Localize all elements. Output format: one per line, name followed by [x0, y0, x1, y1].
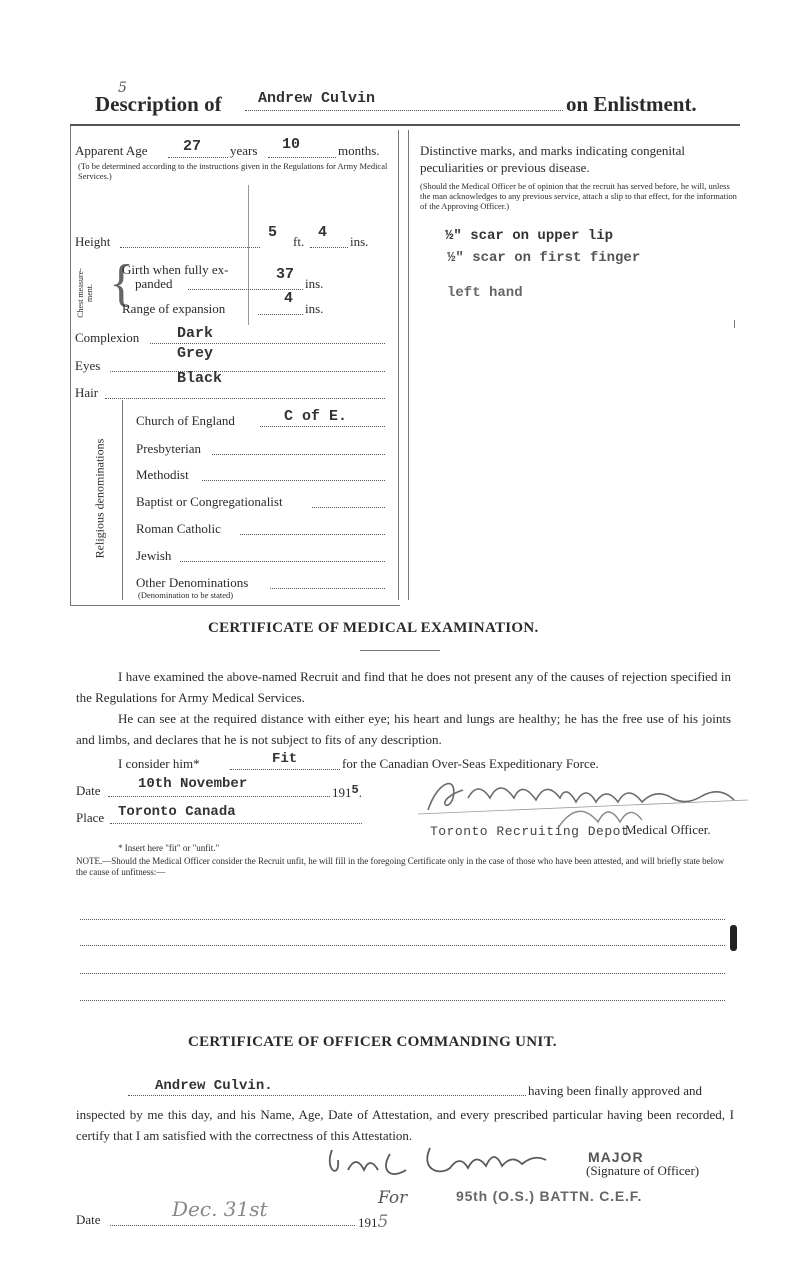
apparent-age-label: Apparent Age	[75, 143, 148, 158]
religion-dots-1	[212, 454, 385, 455]
for-text: For	[378, 1188, 408, 1208]
age-note: (To be determined according to the instructions given in the Regulations for Army Medical Services.)	[78, 161, 388, 181]
corner-mark: 5	[118, 80, 127, 96]
girth-label-1: Girth when fully ex-	[122, 262, 229, 277]
religion-dots-5	[180, 561, 385, 562]
medical-heading-rule	[360, 650, 440, 651]
left-border	[70, 126, 71, 606]
religion-bracket	[122, 400, 123, 600]
range-label: Range of expansion	[122, 301, 226, 316]
commanding-name-dots	[128, 1095, 526, 1096]
years-label: years	[230, 143, 258, 158]
depot-stamp: Toronto Recruiting Depot	[430, 824, 630, 839]
medical-year-prefix: 191	[332, 785, 352, 800]
ink-blot	[730, 925, 737, 951]
girth-unit: ins.	[305, 276, 324, 291]
medical-para-2: He can see at the required distance with either eye; his heart and lungs are healthy; he has the free use of his joints and limbs, and declares that he is not subject to fits of any description.	[76, 711, 731, 747]
religion-label: Religious denominations	[92, 438, 107, 559]
title-dots	[245, 110, 563, 111]
age-years: 27	[183, 138, 202, 155]
column-divider	[398, 130, 399, 600]
unfit-line-1	[80, 919, 725, 920]
religion-jewish-label: Jewish	[136, 548, 172, 563]
religion-dots-4	[240, 534, 385, 535]
medical-year-digit: 5	[351, 783, 359, 797]
height-dots	[120, 247, 260, 248]
complexion-dots	[150, 343, 385, 344]
commanding-text-1: having been finally approved and	[528, 1083, 702, 1098]
complexion-value: Dark	[177, 325, 214, 342]
medical-place-label: Place	[76, 810, 105, 825]
height-ins: 4	[318, 224, 328, 241]
girth-label-2: panded	[135, 276, 173, 291]
hair-dots	[105, 398, 385, 399]
commanding-date-dots	[110, 1225, 355, 1226]
range-unit: ins.	[305, 301, 324, 316]
page-title: Description of	[95, 92, 222, 116]
commanding-date-value: Dec. 31st	[172, 1197, 268, 1221]
religion-baptist-label: Baptist or Congregationalist	[136, 494, 283, 509]
eyes-dots	[110, 371, 385, 372]
margin-tick	[734, 320, 735, 328]
medical-para-1: I have examined the above-named Recruit and find that he does not present any of the causes of rejection specified in the Regulations for Army Medical Services.	[76, 669, 731, 705]
mark-1: ½" scar on upper lip	[445, 228, 614, 244]
medical-unfit-note: NOTE.—Should the Medical Officer consider the Recruit unfit, he will fill in the foregoing Certificate only in the case of those who have been attested, and will briefly state below the cause of unfitness:—	[76, 856, 725, 877]
religion-dots-3	[312, 507, 385, 508]
commanding-year	[358, 1212, 388, 1232]
medical-officer-label: Medical Officer.	[625, 822, 711, 837]
commanding-text-2: inspected by me this day, and his Name, Age, Date of Attestation, and every prescribed particular having been recorded, I certify that I am satisfied with the correctness of this Attestation.	[76, 1107, 734, 1143]
mark-3: left hand	[447, 285, 523, 301]
complexion-label: Complexion	[75, 330, 140, 345]
age-years-dots	[168, 157, 228, 158]
religion-dots-2	[202, 480, 385, 481]
religion-methodist-label: Methodist	[136, 467, 189, 482]
religion-roman-catholic-label: Roman Catholic	[136, 521, 221, 536]
commanding-year-prefix: 191	[358, 1215, 378, 1230]
religion-dots-6	[270, 588, 385, 589]
height-ins-dots	[310, 247, 348, 248]
rank-stamp: MAJOR	[588, 1149, 644, 1165]
commanding-year-digit: 5	[377, 1212, 389, 1232]
distinctive-marks-heading: Distinctive marks, and marks indicating congenital peculiarities or previous disease.	[420, 143, 685, 175]
consider-label: I consider him*	[118, 756, 200, 771]
religion-other-label: Other Denominations	[136, 575, 249, 590]
ft-label: ft.	[293, 234, 305, 249]
distinctive-marks-note: (Should the Medical Officer be of opinion that the recruit has served before, he will, unless the man acknowledges to any previous service, attach a slip to that effect, for the information of the Approving Officer.)	[420, 181, 737, 211]
commanding-heading: CERTIFICATE OF OFFICER COMMANDING UNIT.	[188, 1034, 557, 1050]
height-ft: 5	[268, 224, 278, 241]
medical-heading: CERTIFICATE OF MEDICAL EXAMINATION.	[208, 620, 539, 636]
religion-church-of-england-value: C of E.	[284, 408, 348, 425]
medical-place-value: Toronto Canada	[118, 804, 236, 820]
range-dots	[258, 314, 303, 315]
ins-label: ins.	[350, 234, 369, 249]
page-title-suffix: on Enlistment.	[566, 92, 697, 116]
religion-church-of-england-label: Church of England	[136, 413, 235, 428]
force-label: for the Canadian Over-Seas Expeditionary Force.	[342, 756, 599, 771]
eyes-label: Eyes	[75, 358, 101, 373]
months-label: months.	[338, 143, 380, 158]
age-months: 10	[282, 136, 301, 153]
medical-officer-signature	[408, 770, 778, 830]
eyes-value: Grey	[177, 345, 214, 362]
religion-presbyterian-label: Presbyterian	[136, 441, 201, 456]
denomination-note: (Denomination to be stated)	[138, 590, 234, 600]
medical-date-value: 10th November	[138, 776, 248, 792]
unit-stamp: 95th (O.S.) BATTN. C.E.F.	[456, 1188, 643, 1204]
range-value: 4	[284, 290, 294, 307]
height-label: Height	[75, 234, 111, 249]
column-divider-2	[408, 130, 409, 600]
fit-value: Fit	[272, 751, 298, 767]
header-rule	[70, 124, 740, 126]
chest-brace: {	[109, 255, 134, 312]
unfit-line-3	[80, 973, 725, 974]
medical-year-period: .	[358, 785, 362, 800]
left-bottom-rule	[70, 605, 400, 606]
unfit-line-2	[80, 945, 725, 946]
medical-date-dots	[108, 796, 330, 797]
girth-value: 37	[276, 266, 295, 283]
unfit-line-4	[80, 1000, 725, 1001]
signature-of-officer-label: (Signature of Officer)	[586, 1163, 700, 1178]
medical-date-label: Date	[76, 783, 101, 798]
recruit-name: Andrew Culvin	[258, 90, 376, 107]
age-months-dots	[268, 157, 336, 158]
commanding-recruit-name: Andrew Culvin.	[155, 1078, 273, 1094]
chest-label: Chest measure-ment.	[76, 268, 94, 318]
hair-value: Black	[177, 370, 223, 387]
commanding-date-label: Date	[76, 1212, 101, 1227]
medical-year	[332, 783, 362, 801]
fit-dots	[230, 769, 340, 770]
mark-2: ½" scar on first finger	[447, 250, 641, 266]
commanding-officer-signature	[320, 1140, 580, 1188]
religion-dots-0	[260, 426, 385, 427]
medical-place-dots	[110, 823, 362, 824]
hair-label: Hair	[75, 385, 99, 400]
measure-line	[248, 185, 249, 325]
fit-note: * Insert here "fit" or "unfit."	[118, 843, 220, 853]
